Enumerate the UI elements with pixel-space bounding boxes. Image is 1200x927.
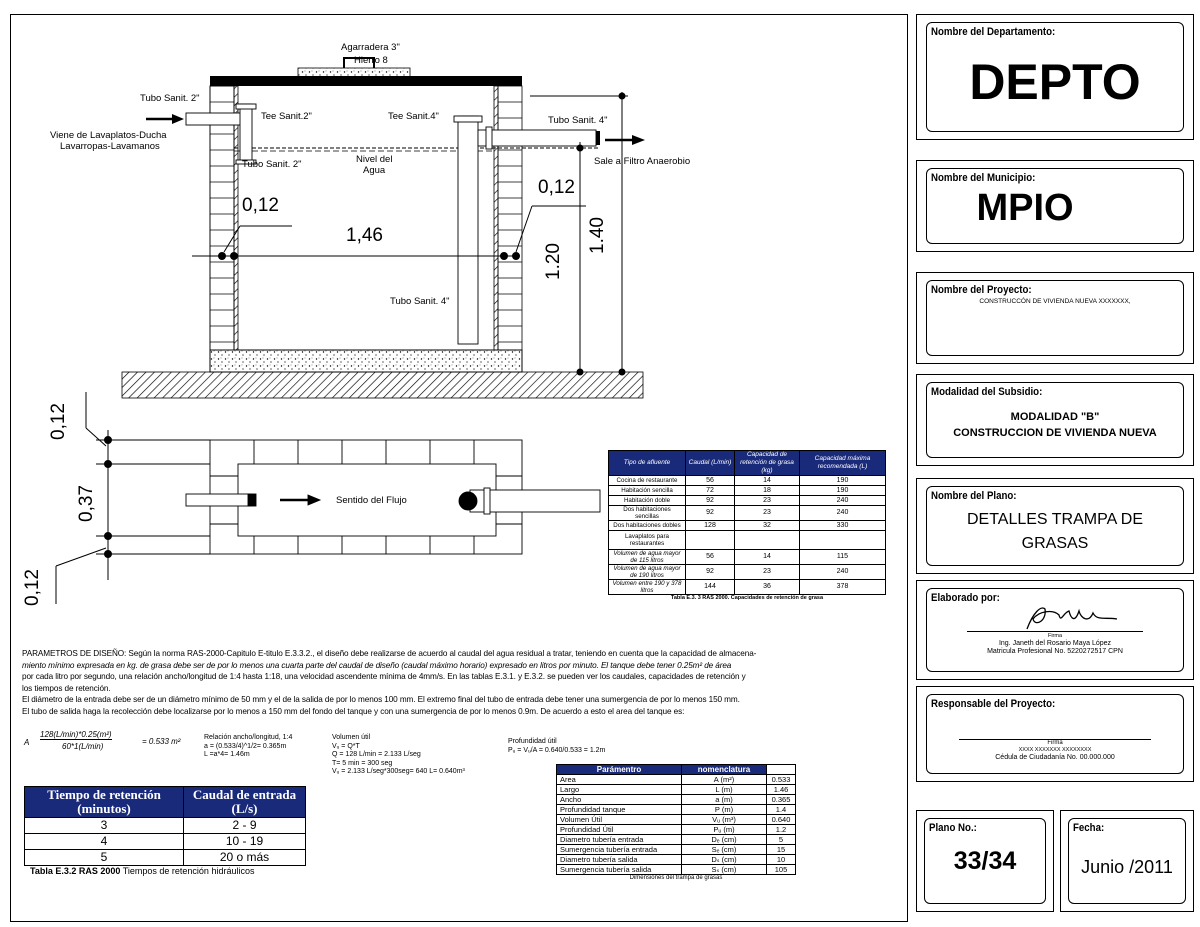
table-cell: 15 — [767, 845, 796, 855]
departamento-label: Nombre del Departamento: — [931, 26, 1056, 38]
tee-2-label: Tee Sanit.2" — [261, 111, 312, 122]
proyecto-value: CONSTRUCCÓN DE VIVIENDA NUEVA XXXXXXX, — [979, 298, 1131, 305]
formula-line: Pᵤ = Vᵤ/A = 0.640/0.533 = 1.2m — [508, 746, 606, 754]
dim-plan-top: 0,12 — [48, 403, 69, 440]
table-header-cell: nomenclatura — [682, 765, 767, 775]
table-cell: 144 — [686, 580, 735, 595]
table-cell: 92 — [686, 506, 735, 521]
formula-symbol: A — [24, 738, 30, 747]
formula-line: a = (0.533/4)^1/2= 0.365m — [204, 742, 287, 750]
subsidio-line2: CONSTRUCCION DE VIVIENDA NUEVA — [953, 427, 1157, 439]
responsable-label: Responsable del Proyecto: — [931, 698, 1056, 710]
table-cell: 0.533 — [767, 775, 796, 785]
params-line: El tubo de salida haga la recolección debe localizarse por lo menos a 150 mm del fondo del tanque y con una sumergencia de por lo menos 0.9m. De acuerdo a esto el area del tanque es: — [22, 706, 685, 716]
tb-inner — [1068, 818, 1186, 904]
inlet-pipe-label: Tubo Sanit. 2" — [140, 93, 200, 104]
table-cell: Diametro tubería salida — [557, 855, 682, 865]
table-cell: Area — [557, 775, 682, 785]
hierro-label: Hierro 8 — [354, 55, 388, 66]
formula-denominator: 60*1(L/min) — [62, 742, 104, 751]
table-cell: Largo — [557, 785, 682, 795]
table-cell: 92 — [686, 565, 735, 580]
responsable-firma: Firma — [1047, 740, 1063, 746]
table-cell: Profundidad tanque — [557, 805, 682, 815]
title-block-fecha — [1060, 810, 1194, 912]
elaborado-label: Elaborado por: — [931, 592, 1000, 604]
formula-line: L =a*4= 1.46m — [204, 751, 250, 758]
table-cell: Lavaplatos para restaurantes — [609, 531, 686, 550]
relation-formulas — [204, 734, 292, 760]
bottom-slab — [210, 350, 522, 372]
table-cell — [800, 531, 886, 550]
depth-formulas — [508, 738, 605, 755]
table-header-cell: Caudal de entrada (L/s) — [184, 787, 306, 818]
table-cell: 240 — [800, 496, 886, 506]
table-cell: 56 — [686, 550, 735, 565]
table-cell: L (m) — [682, 785, 767, 795]
table-row — [557, 775, 796, 785]
elaborado-name: Ing. Janeth del Rosario Maya López — [998, 640, 1112, 647]
formula-line: Q = 128 L/min = 2.133 L/seg — [332, 751, 421, 758]
table-dims-header — [557, 765, 796, 775]
formula-line: Relación ancho/longitud, 1:4 — [204, 734, 293, 741]
table-cell: Dₑ (cm) — [682, 835, 767, 845]
outlet-pipe-vertical — [458, 116, 478, 344]
table-row — [557, 815, 796, 825]
table-cell: Habitación sencilla — [609, 486, 686, 496]
tb-inner — [926, 694, 1184, 774]
table-row — [557, 855, 796, 865]
table-header-cell: Capacidad de retención de grasa (kg) — [735, 451, 800, 476]
title-block-proyecto — [916, 272, 1194, 364]
table-e33-header — [609, 451, 886, 476]
table-row — [557, 865, 796, 875]
table-row — [609, 521, 886, 531]
table-cell: 0.365 — [767, 795, 796, 805]
responsable-name: XXXX XXXXXXX XXXXXXXX — [1018, 747, 1092, 753]
table-header-cell: Caudal (L/min) — [686, 451, 735, 476]
table-dims-caption: Dimensiones del trampa de grasas — [629, 875, 723, 881]
table-e32-caption — [30, 866, 306, 876]
plano-no-value: 33/34 — [953, 847, 1017, 875]
table-e32 — [24, 786, 306, 876]
table-cell: Diametro tubería entrada — [557, 835, 682, 845]
subsidio-line1: MODALIDAD "B" — [1010, 411, 1100, 423]
tb-inner — [926, 168, 1184, 244]
table-cell: 72 — [686, 486, 735, 496]
table-cell — [735, 531, 800, 550]
table-cell: 105 — [767, 865, 796, 875]
inner-pipe-label: Tubo Sanit. 2" — [242, 159, 302, 170]
table-row — [609, 476, 886, 486]
table-cell: 4 — [25, 834, 184, 850]
dim-total-depth: 1.40 — [587, 217, 608, 254]
down-pipe-label: Tubo Sanit. 4" — [390, 296, 450, 307]
plano-line1: DETALLES TRAMPA DE — [966, 511, 1144, 528]
departamento-value: DEPTO — [969, 54, 1141, 110]
table-cell: Sumergencia tubería salida — [557, 865, 682, 875]
dim-useful-depth: 1.20 — [543, 243, 564, 280]
dim-wall-left: 0,12 — [242, 195, 279, 216]
water-level-label-1: Nivel del — [356, 154, 393, 165]
table-cell: Vᵤ (m³) — [682, 815, 767, 825]
table-row — [609, 506, 886, 521]
table-row — [25, 834, 306, 850]
sale-label: Sale a Filtro Anaerobio — [594, 156, 691, 167]
table-cell: 32 — [735, 521, 800, 531]
table-cell: 190 — [800, 476, 886, 486]
table-cell: Pᵤ (m) — [682, 825, 767, 835]
params-line: El diámetro de la entrada debe ser de un diámetro mínimo de 50 mm y el de la salida de por lo menos 100 mm. El extremo final del tubo de entrada debe tener una sumergencia de por lo menos 150 mm. — [22, 695, 740, 704]
title-block-plano — [916, 478, 1194, 574]
table-cell: 0.640 — [767, 815, 796, 825]
table-cell: 5 — [767, 835, 796, 845]
table-cell: 378 — [800, 580, 886, 595]
formula-line: T= 5 min = 300 seg — [332, 759, 393, 767]
ground — [122, 372, 643, 398]
table-cell: 18 — [735, 486, 800, 496]
formula-line: Profundidad útil — [508, 738, 557, 745]
table-row — [609, 550, 886, 565]
elaborado-firma: Firma — [1047, 633, 1063, 639]
table-row — [25, 818, 306, 834]
tb-inner — [924, 818, 1046, 904]
table-row — [609, 580, 886, 595]
table-cell: 23 — [735, 506, 800, 521]
plano-line2: GRASAS — [1021, 535, 1089, 552]
table-row — [25, 850, 306, 866]
table-cell: 14 — [735, 476, 800, 486]
table-cell: 115 — [800, 550, 886, 565]
table-cell — [686, 531, 735, 550]
table-row — [609, 565, 886, 580]
dim-wall-right: 0,12 — [538, 177, 575, 198]
plano-label: Nombre del Plano: — [931, 490, 1017, 502]
table-cell: Habitación doble — [609, 496, 686, 506]
table-row — [557, 845, 796, 855]
params-line: los tiempos de retención. — [22, 683, 111, 693]
viene-label-2: Lavarropas-Lavamanos — [60, 141, 160, 152]
flow-label: Sentido del Flujo — [336, 495, 407, 506]
table-cell: Volumen de agua mayor de 115 litros — [609, 550, 686, 565]
table-e32-header — [25, 787, 306, 818]
table-cell: 330 — [800, 521, 886, 531]
table-cell: 23 — [735, 565, 800, 580]
table-cell: 128 — [686, 521, 735, 531]
table-cell: Dos habitaciones dobles — [609, 521, 686, 531]
table-row — [557, 825, 796, 835]
title-block-subsidio — [916, 374, 1194, 466]
table-cell: a (m) — [682, 795, 767, 805]
title-block-plano-no — [916, 810, 1054, 912]
proyecto-label: Nombre del Proyecto: — [931, 284, 1032, 296]
water-level-label-2: Agua — [363, 165, 386, 176]
table-row — [609, 486, 886, 496]
table-cell: Volumen Útil — [557, 815, 682, 825]
table-row — [609, 496, 886, 506]
formula-line: Vᵤ = 2.133 L/seg*300seg= 640 L= 0.640m³ — [332, 768, 465, 775]
right-wall — [494, 86, 522, 350]
title-block-elaborado — [916, 580, 1194, 680]
agarradera-label: Agarradera 3" — [341, 42, 400, 53]
outlet-pipe-label: Tubo Sanit. 4" — [548, 115, 608, 126]
table-row — [609, 531, 886, 550]
formula-line: Vᵤ = Q*T — [332, 742, 360, 750]
table-cell: 10 — [767, 855, 796, 865]
table-row — [557, 785, 796, 795]
table-cell: Dₛ (cm) — [682, 855, 767, 865]
table-cell: 1.2 — [767, 825, 796, 835]
params-line: PARAMETROS DE DISEÑO: Según la norma RAS-2000-Capitulo E-titulo E.3.3.2., el diseño debe realizarse de acuerdo al caudal del agua residual a tratar, teniendo en cuenta que la capacidad de almacena- — [22, 649, 757, 658]
plano-no-label: Plano No.: — [929, 822, 977, 834]
table-cell: Volumen entre 190 y 378 litros — [609, 580, 686, 595]
table-e33-caption: Tabla E.3. 3 RAS 2000. Capacidades de retención de grasa — [670, 595, 824, 601]
table-cell: 1.46 — [767, 785, 796, 795]
table-header-cell: Parámentro — [557, 765, 682, 775]
table-cell: Volumen de agua mayor de 190 litros — [609, 565, 686, 580]
table-cell: 5 — [25, 850, 184, 866]
table-cell: 56 — [686, 476, 735, 486]
subsidio-label: Modalidad del Subsidio: — [931, 386, 1043, 398]
table-cell: Sₛ (cm) — [682, 865, 767, 875]
params-line: miento mínimo expresada en kg. de grasa debe ser de por lo menos una cuarta parte del caudal de diseño (caudal máximo horario) expresado en litros por minuto. El tanque debe tener 0.25m² de área — [22, 660, 732, 670]
table-cell: 36 — [735, 580, 800, 595]
table-row — [557, 805, 796, 815]
municipio-label: Nombre del Municipio: — [931, 172, 1036, 184]
table-cell: Cocina de restaurante — [609, 476, 686, 486]
table-cell: 2 - 9 — [184, 818, 306, 834]
volume-formulas — [332, 734, 465, 777]
table-cell: Ancho — [557, 795, 682, 805]
inlet-pipe — [186, 113, 248, 125]
table-header-cell: Tiempo de retención (minutos) — [25, 787, 184, 818]
tb-inner — [926, 22, 1184, 132]
municipio-value: MPIO — [976, 187, 1074, 229]
tee-4-label: Tee Sanit.4" — [388, 111, 439, 122]
table-cell: 240 — [800, 506, 886, 521]
table-cell: Sₑ (cm) — [682, 845, 767, 855]
table-header-cell: Tipo de afluente — [609, 451, 686, 476]
table-dimensions — [556, 764, 796, 881]
table-cell: 1.4 — [767, 805, 796, 815]
tb-inner — [926, 280, 1184, 356]
elaborado-matricula: Matricula Profesional No. 5220272517 CPN — [987, 648, 1123, 655]
table-cell: Profundidad Útil — [557, 825, 682, 835]
tb-inner — [926, 486, 1184, 566]
title-block-responsable — [916, 686, 1194, 782]
fecha-value: Junio /2011 — [1081, 857, 1173, 877]
fecha-label: Fecha: — [1073, 822, 1105, 834]
dim-plan-width: 0,37 — [76, 485, 97, 522]
tb-inner — [926, 382, 1184, 458]
viene-label-1: Viene de Lavaplatos-Ducha — [50, 130, 167, 141]
table-cell: 190 — [800, 486, 886, 496]
table-cell: P (m) — [682, 805, 767, 815]
signature — [1019, 599, 1129, 633]
design-params — [22, 648, 902, 717]
formula-numerator: 128(L/min)*0.25(m²) — [40, 730, 112, 739]
formula-line: Volumen útil — [332, 734, 371, 741]
table-cell: Sumergencia tubería entrada — [557, 845, 682, 855]
table-header-cell: Capacidad máxima recomendada (L) — [800, 451, 886, 476]
caption-bold: Tabla E.3.2 RAS 2000 — [30, 866, 121, 876]
caption-rest: Tiempos de retención hidráulicos — [120, 866, 255, 876]
signature-line — [967, 631, 1143, 632]
table-row — [557, 795, 796, 805]
params-line: por cada litro por segundo, una relación ancho/longitud de 1:4 hasta 1:18, una velocidad ascendente mínima de 4mm/s. En las tablas E.3.1. y E.3.2. se pueden ver los caudales, capacidades de retención y — [22, 672, 746, 681]
table-row — [557, 835, 796, 845]
table-cell: A (m²) — [682, 775, 767, 785]
table-e33 — [608, 450, 886, 601]
table-cell: 92 — [686, 496, 735, 506]
dim-length: 1,46 — [346, 225, 383, 246]
title-block-municipio — [916, 160, 1194, 252]
table-cell: Dos habitaciones sencillas — [609, 506, 686, 521]
table-cell: 10 - 19 — [184, 834, 306, 850]
table-cell: 23 — [735, 496, 800, 506]
table-cell: 14 — [735, 550, 800, 565]
responsable-cedula: Cédula de Ciudadanía No. 00.000.000 — [995, 754, 1115, 761]
tb-inner — [926, 588, 1184, 672]
dim-plan-bottom: 0,12 — [22, 569, 43, 606]
formula-result: = 0.533 m² — [142, 737, 181, 746]
table-cell: 240 — [800, 565, 886, 580]
title-block-departamento — [916, 14, 1194, 140]
table-header-cell — [767, 765, 796, 775]
table-cell: 3 — [25, 818, 184, 834]
table-cell: 20 o más — [184, 850, 306, 866]
